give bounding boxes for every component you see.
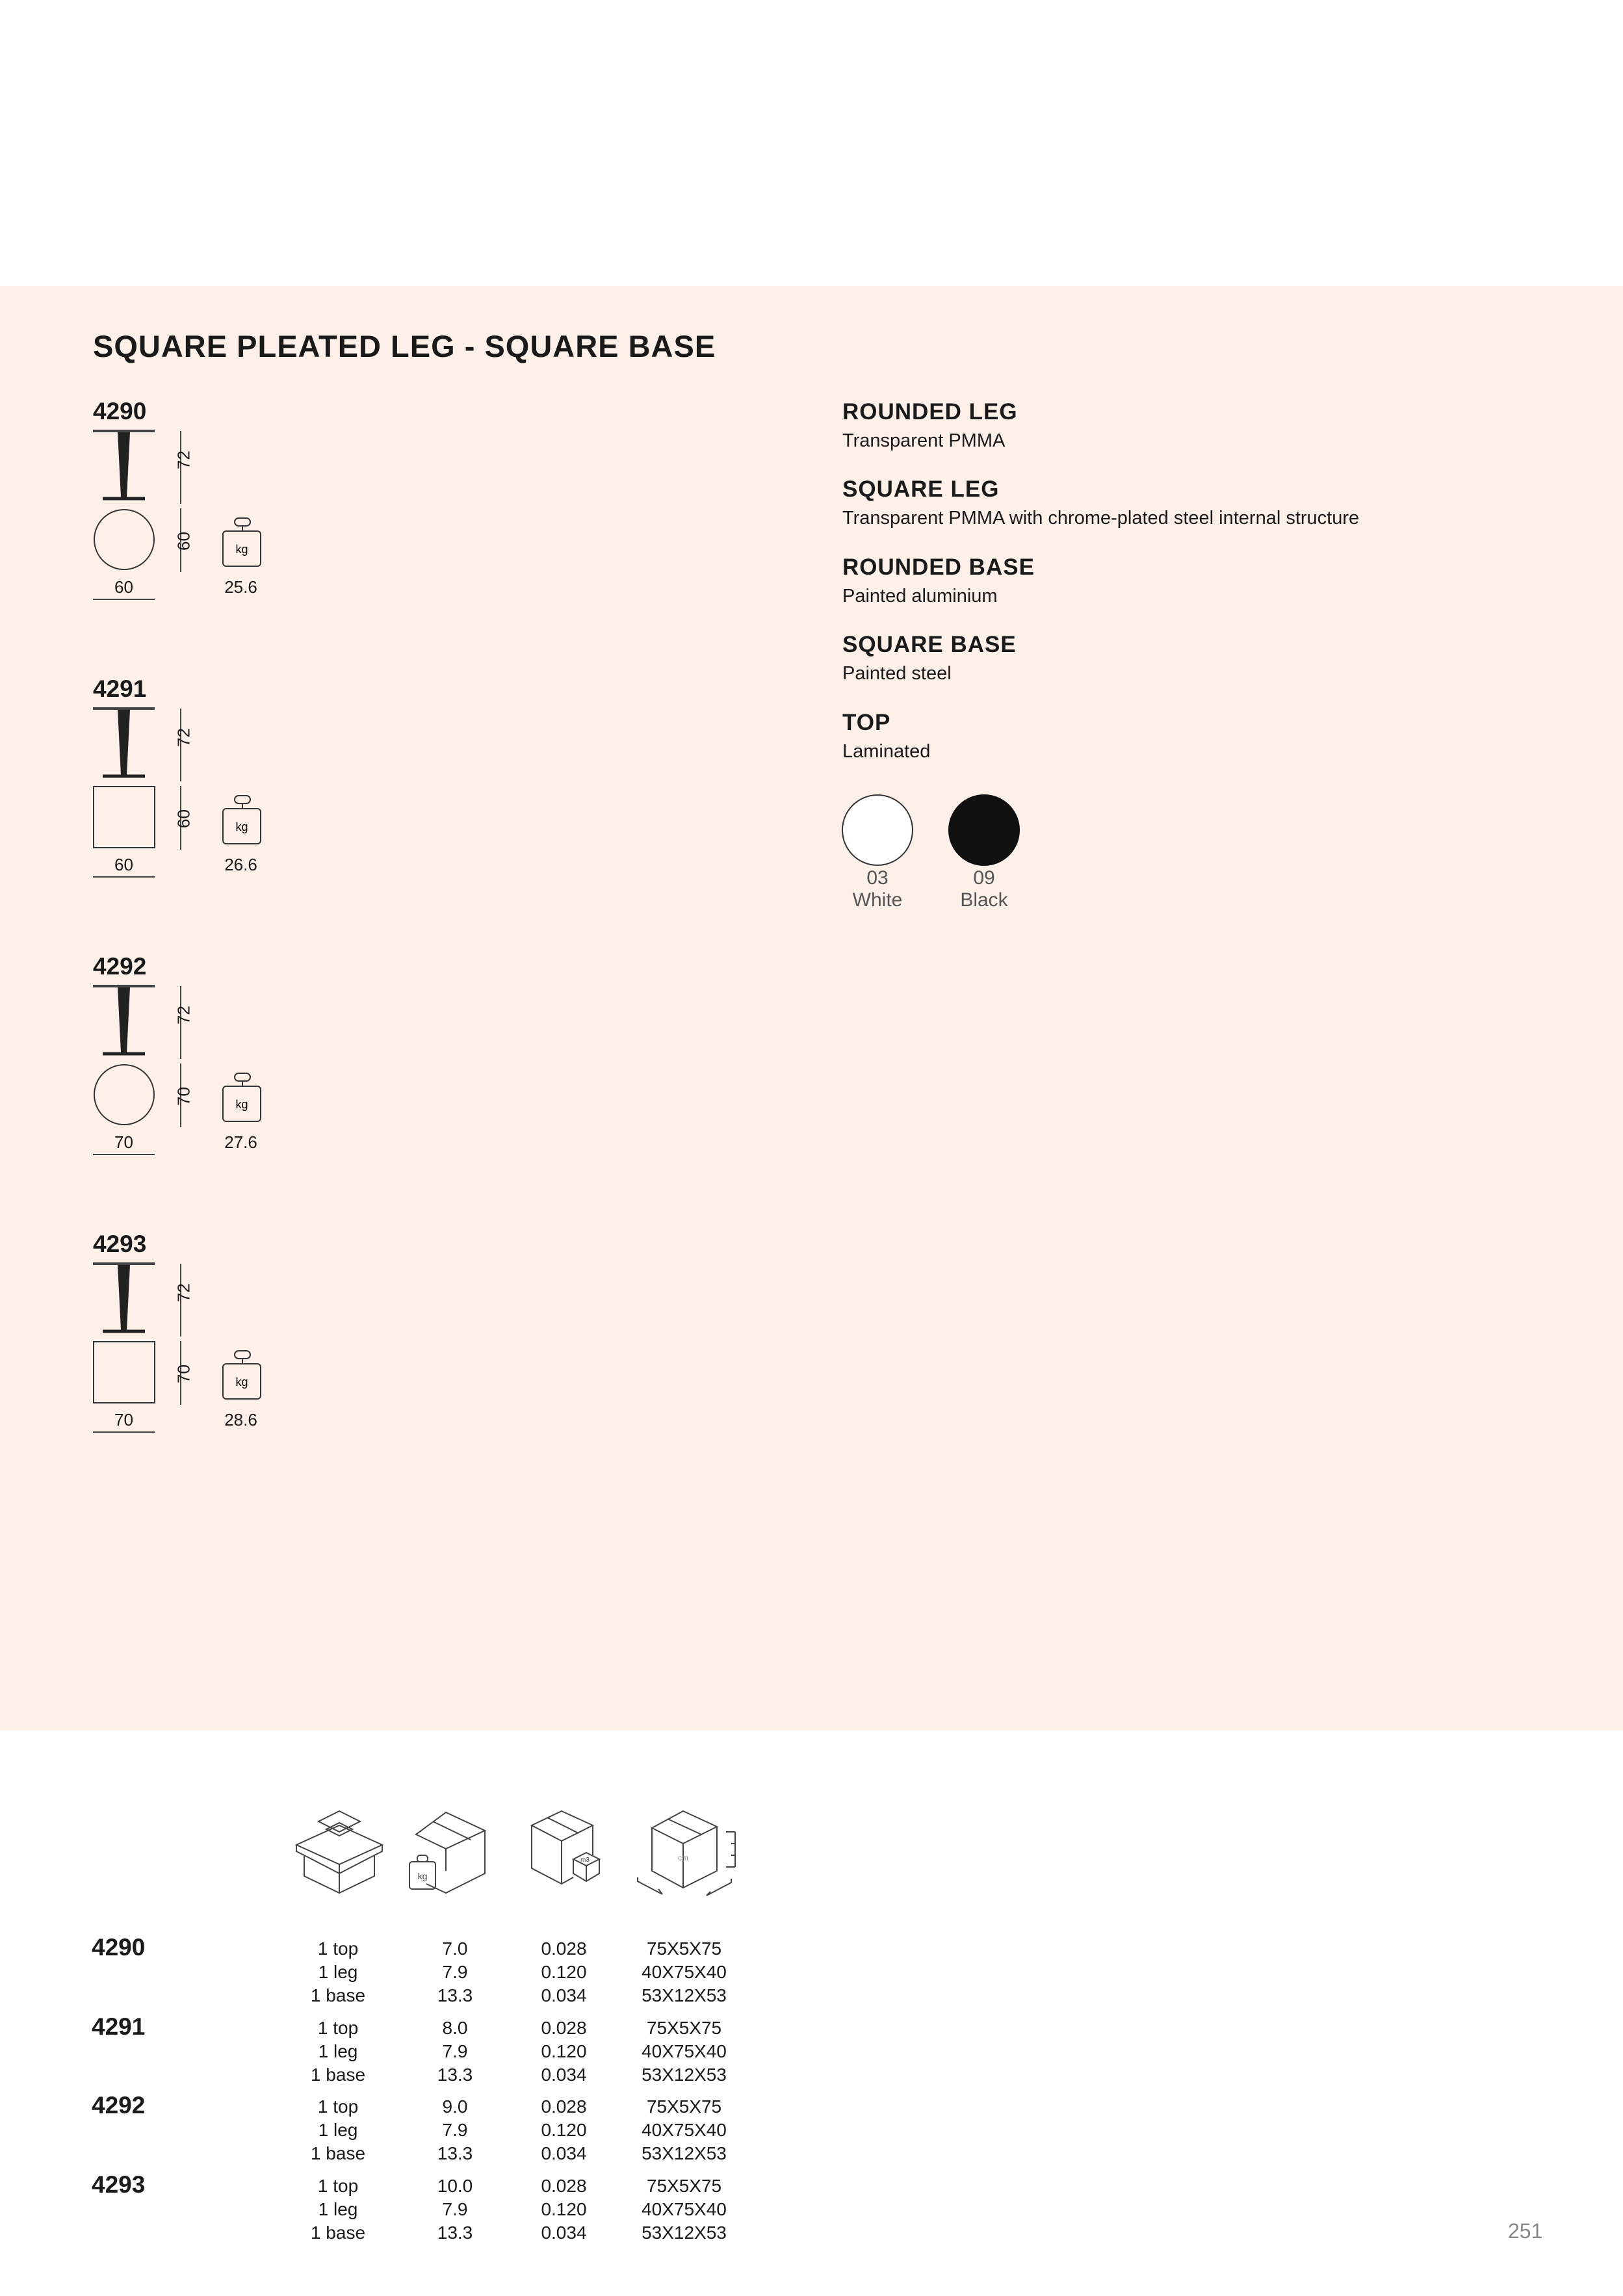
pack-weights: 9.0 7.9 13.3: [437, 2096, 473, 2163]
material-heading: ROUNDED LEG: [842, 399, 1018, 424]
package-dimensions-icon-label: cm: [678, 1853, 688, 1862]
pack-parts: 1 top 1 leg 1 base: [310, 1938, 366, 2005]
weight-icon: [222, 517, 263, 569]
pack-code-4291: 4291: [92, 2013, 146, 2040]
height-value: 72: [174, 1006, 194, 1024]
pack-code-4290: 4290: [92, 1934, 146, 1961]
pack-parts: 1 top 1 leg 1 base: [310, 2096, 366, 2163]
model-code: 4291: [93, 675, 147, 702]
material-description: Laminated: [842, 741, 931, 762]
model-code: 4292: [93, 953, 147, 980]
pack-dimensions: 75X5X75 40X75X40 53X12X53: [642, 2096, 727, 2163]
width-value: 70: [114, 1132, 133, 1152]
material-description: Painted aluminium: [842, 586, 998, 607]
weight-value: 26.6: [224, 855, 257, 874]
width-line: [93, 876, 155, 878]
model-code: 4290: [93, 398, 147, 424]
material-heading: SQUARE LEG: [842, 476, 1000, 502]
table-profile-icon: [93, 1260, 158, 1338]
material-rounded-base: [842, 554, 1492, 607]
kg-label: kg: [235, 1098, 248, 1111]
page-number: 251: [1508, 2219, 1543, 2243]
pack-parts: 1 top 1 leg 1 base: [310, 2018, 366, 2085]
swatch-name: Black: [960, 889, 1008, 911]
pack-parts: 1 top 1 leg 1 base: [310, 2176, 366, 2243]
model-code: 4293: [93, 1231, 147, 1257]
pack-code-4292: 4292: [92, 2092, 146, 2119]
swatch-code: 09: [973, 867, 995, 889]
swatch-black: [948, 794, 1020, 866]
package-weight-icon: [407, 1806, 491, 1897]
package-volume-icon-label: m3: [580, 1857, 590, 1864]
model-4291: [93, 675, 483, 922]
pack-weights: 7.0 7.9 13.3: [437, 1938, 473, 2005]
material-heading: SQUARE BASE: [842, 632, 1017, 657]
table-profile-icon: [93, 705, 158, 783]
swatch-code: 03: [866, 867, 889, 889]
pack-dimensions: 75X5X75 40X75X40 53X12X53: [642, 2176, 727, 2243]
width-value: 60: [114, 577, 133, 597]
model-4290: [93, 398, 483, 645]
round-top-icon: [93, 508, 158, 573]
page-title: SQUARE PLEATED LEG - SQUARE BASE: [93, 329, 716, 363]
weight-value: 28.6: [224, 1410, 257, 1429]
weight-value: 25.6: [224, 577, 257, 597]
kg-label: kg: [235, 1376, 248, 1389]
swatch-white: [842, 794, 913, 866]
package-volume-icon: [529, 1806, 607, 1897]
weight-icon: [222, 1072, 263, 1124]
pack-volumes: 0.028 0.120 0.034: [541, 2096, 587, 2163]
square-top-icon: [93, 1341, 158, 1406]
table-profile-icon: [93, 427, 158, 505]
width-value: 60: [114, 855, 133, 874]
material-square-leg: [842, 476, 1492, 529]
pack-weights: 10.0 7.9 13.3: [437, 2176, 473, 2243]
package-dimensions-icon: [634, 1806, 747, 1910]
model-4293: [93, 1231, 483, 1478]
height-value: 72: [174, 728, 194, 747]
depth-value: 60: [174, 532, 194, 551]
square-top-icon: [93, 786, 158, 851]
material-description: Painted steel: [842, 663, 952, 684]
material-description: Transparent PMMA with chrome-plated steel internal structure: [842, 508, 1360, 528]
width-value: 70: [114, 1410, 133, 1429]
width-line: [93, 599, 155, 600]
kg-label: kg: [235, 820, 248, 833]
pack-volumes: 0.028 0.120 0.034: [541, 2018, 587, 2085]
package-contents-icon: [291, 1806, 387, 1897]
table-profile-icon: [93, 982, 158, 1060]
width-line: [93, 1154, 155, 1155]
depth-value: 70: [174, 1087, 194, 1106]
material-heading: TOP: [842, 710, 891, 735]
pack-dimensions: 75X5X75 40X75X40 53X12X53: [642, 1938, 727, 2005]
material-heading: ROUNDED BASE: [842, 554, 1035, 580]
depth-value: 60: [174, 809, 194, 828]
swatch-name: White: [852, 889, 903, 911]
pack-volumes: 0.028 0.120 0.034: [541, 1938, 587, 2005]
material-description: Transparent PMMA: [842, 430, 1006, 451]
pack-weights: 8.0 7.9 13.3: [437, 2018, 473, 2085]
material-rounded-leg: [842, 399, 1492, 452]
kg-label: kg: [235, 543, 248, 556]
depth-value: 70: [174, 1364, 194, 1383]
package-weight-icon-label: kg: [417, 1871, 428, 1881]
height-value: 72: [174, 450, 194, 469]
pack-volumes: 0.028 0.120 0.034: [541, 2176, 587, 2243]
weight-icon: [222, 794, 263, 846]
weight-value: 27.6: [224, 1132, 257, 1152]
material-square-base: [842, 632, 1492, 685]
material-top: [842, 710, 1492, 763]
weight-icon: [222, 1350, 263, 1402]
round-top-icon: [93, 1063, 158, 1128]
pack-code-4293: 4293: [92, 2171, 146, 2198]
height-value: 72: [174, 1283, 194, 1302]
model-4292: [93, 953, 483, 1200]
pack-dimensions: 75X5X75 40X75X40 53X12X53: [642, 2018, 727, 2085]
width-line: [93, 1431, 155, 1433]
